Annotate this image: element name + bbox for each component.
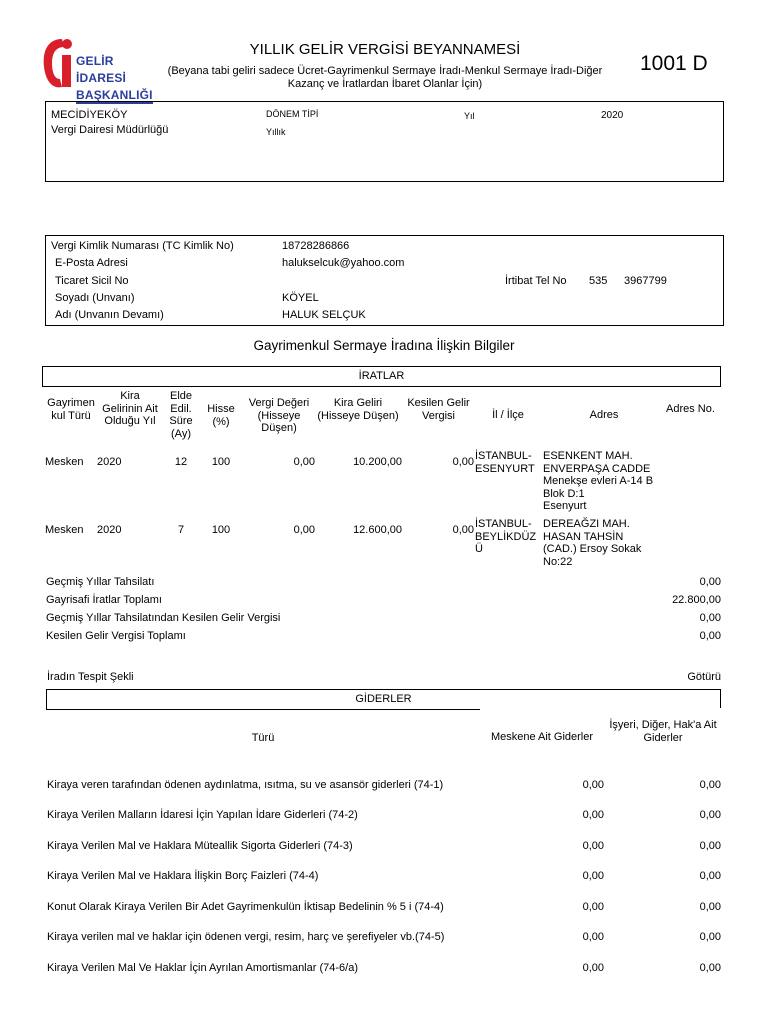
total-label-withholding: Kesilen Gelir Vergisi Toplamı (46, 630, 186, 642)
col-other-expenses (600, 719, 726, 744)
col-address: Adres (589, 409, 619, 421)
form-title: YILLIK GELİR VERGİSİ BEYANNAMESİ (249, 41, 521, 58)
col-rent-year-line: Olduğu Yıl (104, 415, 156, 427)
row-withholding: 0,00 (452, 456, 474, 468)
col-tax-value-line: (Hisseye (257, 409, 301, 422)
expenses-title: GİDERLER (355, 693, 412, 705)
expense-label: Kiraya Verilen Mal ve Haklara Müteallik Sigorta Giderleri (74-3) (47, 840, 353, 852)
determination-method-value: Götürü (687, 671, 721, 683)
expense-housing-value: 0,00 (582, 779, 604, 791)
row-address (543, 518, 641, 568)
expense-housing-value: 0,00 (582, 901, 604, 913)
row-address-line: ENVERPAŞA CADDE (543, 462, 651, 475)
col-withholding-line: Vergisi (421, 409, 456, 422)
expense-label: Kiraya veren tarafından ödenen aydınlatma, ısıtma, su ve asansör giderleri (74-1) (47, 779, 444, 791)
col-other-expenses-line: İşyeri, Diğer, Hak'a Ait (609, 719, 717, 731)
form-code: 1001 D (640, 52, 708, 75)
row-property-type: Mesken (45, 456, 84, 468)
phone-number: 3967799 (624, 275, 667, 287)
col-withholding-line: Kesilen Gelir (407, 397, 470, 409)
col-property-type-line: kul Türü (51, 409, 91, 422)
total-value-withholding: 0,00 (699, 630, 721, 642)
row-address-line: HASAN TAHSİN (543, 530, 624, 543)
period-type-label: DÖNEM TİPİ (266, 109, 319, 119)
expense-label: Kiraya Verilen Mal ve Haklara İlişkin Borç Faizleri (74-4) (47, 870, 319, 882)
col-rent-year-line: Kira (120, 390, 140, 402)
row-address-line: Esenyurt (543, 500, 587, 512)
expense-label: Kiraya Verilen Mal Ve Haklar İçin Ayrılan Amortismanlar (74-6/a) (47, 962, 358, 974)
gib-logo (40, 33, 155, 102)
row-months: 7 (177, 524, 185, 536)
col-rent-year (98, 390, 162, 428)
col-tax-value-line: Düşen) (261, 422, 297, 434)
col-share-line: (%) (212, 415, 230, 428)
row-tax-value: 0,00 (293, 456, 315, 468)
col-city: İl / İlçe (492, 409, 524, 421)
expense-housing-value: 0,00 (582, 840, 604, 852)
row-city-line: BEYLİKDÜZ (475, 530, 537, 543)
iratlar-title: İRATLAR (358, 370, 405, 382)
col-rent-income-line: Kira Geliri (333, 397, 383, 409)
gsi-section-title: Gayrimenkul Sermaye İradına İlişkin Bilgiler (253, 338, 515, 353)
expenses-header-gap (480, 708, 725, 712)
surname-value: KÖYEL (282, 292, 319, 304)
row-share: 100 (211, 524, 231, 536)
total-label-past-collections: Geçmiş Yıllar Tahsilatı (46, 576, 155, 588)
row-share: 100 (211, 456, 231, 468)
col-months-line: Edil. (170, 402, 192, 415)
row-city-line: İSTANBUL- (475, 518, 532, 530)
determination-method-label: İradın Tespit Şekli (47, 671, 134, 683)
row-city-line: İSTANBUL- (475, 450, 532, 462)
col-months-line: Elde (169, 390, 193, 402)
expense-housing-value: 0,00 (582, 870, 604, 882)
expense-other-value: 0,00 (699, 931, 721, 943)
total-value-past-withholding: 0,00 (699, 612, 721, 624)
row-rent-year: 2020 (97, 456, 122, 468)
expense-label: Kiraya verilen mal ve haklar için ödenen vergi, resim, harç ve şerefiyeler vb.(74-5) (47, 931, 445, 943)
phone-label: İrtibat Tel No (505, 275, 567, 287)
row-months: 12 (174, 456, 188, 468)
phone-area-code: 535 (589, 275, 608, 287)
total-value-gross: 22.800,00 (672, 594, 721, 606)
total-label-past-withholding: Geçmiş Yıllar Tahsilatından Kesilen Gelir Vergisi (46, 612, 281, 624)
email-value: halukselcuk@yahoo.com (282, 257, 405, 269)
row-city-line: Ü (475, 543, 483, 555)
expense-other-value: 0,00 (699, 809, 721, 821)
logo-line-1: GELİR İDARESİ (76, 54, 127, 85)
row-address-line: No:22 (543, 555, 573, 568)
total-label-gross: Gayrisafi İratlar Toplamı (46, 594, 162, 606)
surname-label: Soyadı (Unvanı) (55, 292, 135, 304)
form-subtitle-line-1: (Beyana tabi geliri sadece Ücret-Gayrimenkul Sermaye İradı-Menkul Sermaye İradı-Diğer (167, 65, 603, 77)
col-tax-value-line: Vergi Değeri (248, 397, 310, 409)
col-tax-value (243, 397, 315, 435)
tax-office-unit: Vergi Dairesi Müdürlüğü (51, 124, 169, 136)
tax-office-name: MECİDİYEKÖY (51, 109, 128, 121)
row-property-type: Mesken (45, 524, 84, 536)
row-address-line: Blok D:1 (543, 487, 585, 500)
col-withholding (402, 397, 475, 422)
row-address-line: Menekşe evleri A-14 B (543, 475, 654, 487)
col-rent-income-line: (Hisseye Düşen) (317, 409, 399, 422)
form-subtitle-line-2: Kazanç ve İratlardan İbaret Olanlar İçin) (287, 78, 483, 90)
expense-label: Konut Olarak Kiraya Verilen Bir Adet Gayrimenkulün İktisap Bedelinin % 5 i (74-4) (47, 901, 444, 913)
email-label: E-Posta Adresi (55, 257, 128, 269)
logo-line-2: BAŞKANLIĞI (76, 88, 153, 102)
expense-housing-value: 0,00 (582, 931, 604, 943)
year-label: Yıl (464, 111, 475, 121)
year-value: 2020 (601, 110, 624, 121)
expense-label: Kiraya Verilen Malların İdaresi İçin Yapılan İdare Giderleri (74-2) (47, 809, 358, 821)
name-value: HALUK SELÇUK (282, 309, 366, 321)
col-months-line: Süre (169, 415, 193, 427)
col-share-line: Hisse (207, 403, 235, 415)
total-value-past-collections: 0,00 (699, 576, 721, 588)
col-address-no: Adres No. (666, 403, 715, 415)
trade-registry-label: Ticaret Sicil No (55, 275, 129, 287)
col-months (161, 390, 201, 440)
col-share (200, 403, 242, 428)
row-address (543, 450, 653, 513)
col-housing-expenses: Meskene Ait Giderler (490, 731, 594, 743)
row-address-line: ESENKENT MAH. (543, 450, 633, 462)
row-rent-income: 10.200,00 (353, 456, 402, 468)
col-property-type (43, 397, 99, 422)
expense-housing-value: 0,00 (582, 809, 604, 821)
col-rent-income (313, 397, 403, 422)
period-type-value: Yıllık (266, 127, 286, 137)
col-rent-year-line: Gelirinin Ait (102, 402, 158, 415)
expense-other-value: 0,00 (699, 901, 721, 913)
col-other-expenses-line: Giderler (643, 731, 683, 744)
expense-other-value: 0,00 (699, 870, 721, 882)
row-tax-value: 0,00 (293, 524, 315, 536)
expense-housing-value: 0,00 (582, 962, 604, 974)
expense-other-value: 0,00 (699, 779, 721, 791)
gib-logo-text (76, 53, 155, 104)
expense-other-value: 0,00 (699, 962, 721, 974)
row-city (475, 518, 536, 556)
row-city-line: ESENYURT (475, 462, 535, 475)
col-expense-type: Türü (251, 732, 275, 744)
row-rent-income: 12.600,00 (353, 524, 402, 536)
vkn-value: 18728286866 (282, 240, 350, 252)
expense-other-value: 0,00 (699, 840, 721, 852)
gib-logo-mark-icon (40, 33, 80, 93)
row-city (475, 450, 535, 475)
row-address-line: (CAD.) Ersoy Sokak (543, 543, 642, 555)
form-subtitle (155, 65, 615, 91)
col-property-type-line: Gayrimen (47, 397, 95, 409)
name-label: Adı (Unvanın Devamı) (55, 309, 164, 321)
row-address-line: DEREAĞZI MAH. (543, 518, 630, 530)
row-rent-year: 2020 (97, 524, 122, 536)
vkn-label: Vergi Kimlik Numarası (TC Kimlik No) (51, 240, 234, 252)
col-months-line: (Ay) (171, 427, 191, 440)
row-withholding: 0,00 (452, 524, 474, 536)
